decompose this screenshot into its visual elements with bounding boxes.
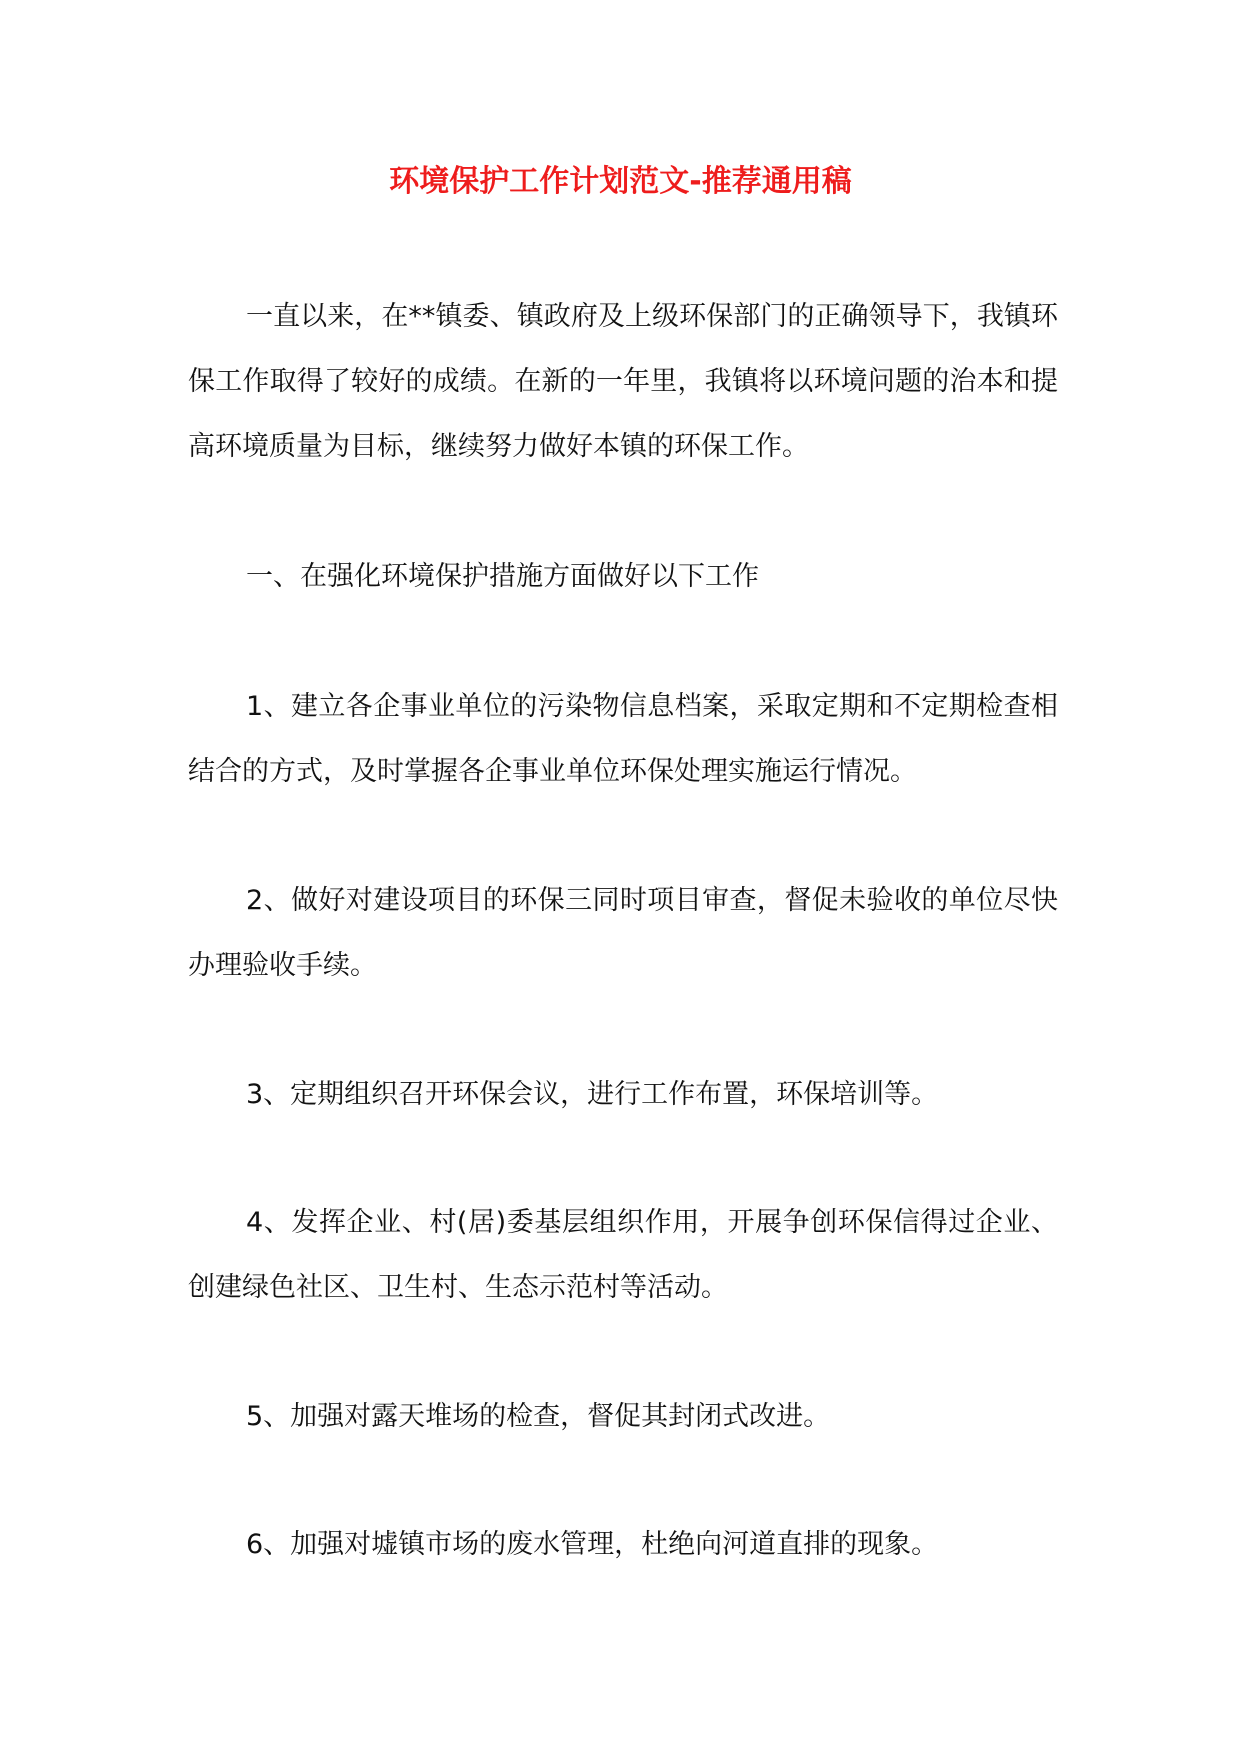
document-title: 环境保护工作计划范文-推荐通用稿 <box>389 164 852 199</box>
paragraph-intro: 一直以来，在**镇委、镇政府及上级环保部门的正确领导下，我镇环保工作取得了较好的成绩。在新的一年里，我镇将以环境问题的治本和提高环境质量为目标，继续努力做好本镇的环保工作。 <box>188 301 1058 462</box>
list-item-3: 3、定期组织召开环保会议，进行工作布置，环保培训等。 <box>246 1079 939 1110</box>
list-item-4: 4、发挥企业、村(居)委基层组织作用，开展争创环保信得过企业、创建绿色社区、卫生村、生态示范村等活动。 <box>188 1207 1058 1303</box>
list-item-5: 5、加强对露天堆场的检查，督促其封闭式改进。 <box>246 1401 831 1432</box>
list-item-6: 6、加强对墟镇市场的废水管理，杜绝向河道直排的现象。 <box>246 1529 939 1560</box>
list-item-2: 2、做好对建设项目的环保三同时项目审查，督促未验收的单位尽快办理验收手续。 <box>188 885 1058 981</box>
list-item-1: 1、建立各企事业单位的污染物信息档案，采取定期和不定期检查相结合的方式，及时掌握各企事业单位环保处理实施运行情况。 <box>188 691 1058 787</box>
section-heading-1: 一、在强化环境保护措施方面做好以下工作 <box>246 561 759 592</box>
